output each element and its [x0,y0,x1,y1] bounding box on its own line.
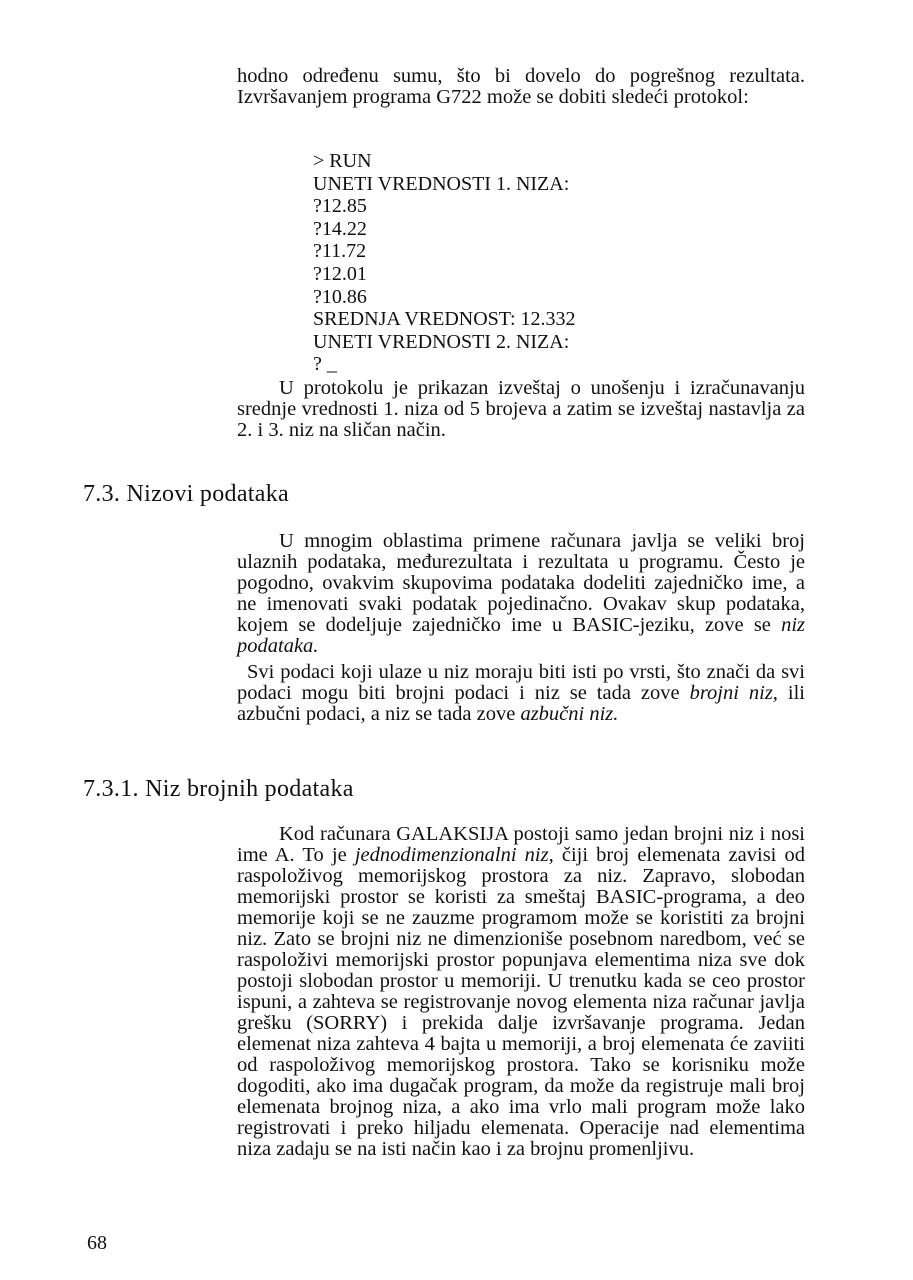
section-heading-7-3: 7.3. Nizovi podataka [83,481,289,507]
protocol-line: ?11.72 [313,240,367,263]
protocol-line: SREDNJA VREDNOST: 12.332 [313,308,576,331]
section-7-3-body [237,531,805,725]
protocol-note-paragraph: U protokolu je prikazan izveštaj o unošenju i izračunavanju srednje vrednosti 1. niza od 5 brojeva a zatim se izveštaj nastavlja za 2. i 3. niz na sličan način. [237,377,805,441]
protocol-line: UNETI VREDNOSTI 1. NIZA: [313,172,570,195]
page-number: 68 [87,1232,107,1254]
intro-paragraph: hodno određenu sumu, što bi dovelo do pogrešnog rezultata. Izvršavanjem programa G722 može se dobiti sledeći protokol: [237,65,805,108]
section-heading-7-3-1: 7.3.1. Niz brojnih podataka [83,776,354,802]
emphasis-term: brojni niz, [689,682,778,704]
section-7-3-paragraph-2: Svi podaci koji ulaze u niz moraju biti isti po vrsti, što znači da svi podaci mogu biti brojni podaci i niz se tada zove brojni niz, ili azbučni podaci, a niz se tada zove azbučni niz. [237,661,805,725]
emphasis-term: niz podataka. [237,614,805,657]
emphasis-term: jednodimenzionalni niz, [354,844,554,866]
program-protocol [313,150,576,376]
protocol-line: ?12.01 [313,262,367,285]
protocol-line: ?14.22 [313,217,367,240]
protocol-line: ? _ [313,353,337,376]
protocol-line: ?10.86 [313,285,367,308]
protocol-line: > RUN [313,150,372,172]
protocol-line: UNETI VREDNOSTI 2. NIZA: [313,330,570,353]
section-7-3-1-paragraph: Kod računara GALAKSIJA postoji samo jedan brojni niz i nosi ime A. To je jednodimenzionalni niz, čiji broj elemenata zavisi od raspoloživog memorijskog prostora za niz. Zapravo, slobodan memorijski prostor se koristi za smeštaj BASIC-programa, a deo memorije koji se ne zauzme programom može se koristiti za brojni niz. Zato se brojni niz ne dimenzioniše posebnom naredbom, već se raspoloživi memorijski prostor popunjava elementima niza sve dok postoji slobodan prostor u memoriji. U trenutku kada se ceo prostor ispuni, a zahteva se registrovanje novog elementa niza računar javlja grešku (SORRY) i prekida dalje izvršavanje programa. Jedan elemenat niza zahteva 4 bajta u memoriji, a broj elemenata će zaviiti od raspoloživog memorijskog prostora. Tako se korisniku može dogoditi, ako ima dugačak program, da može da registruje mali broj elemenata brojnog niza, a ako ima vrlo mali program može lako registrovati i preko hiljadu elemenata. Operacije nad elementima niza zadaju se na isti način kao i za brojnu promenljivu. [237,823,805,1160]
protocol-line: ?12.85 [313,195,367,218]
emphasis-term: azbučni niz. [520,703,619,725]
section-7-3-paragraph-1: U mnogim oblastima primene računara javlja se veliki broj ulaznih podataka, međurezultata i rezultata u programu. Često je pogodno, ovakvim skupovima podataka dodeliti zajedničko ime, a ne imenovati svaki podatak pojedinačno. Ovakav skup podataka, kojem se dodeljuje zajedničko ime u BASIC-jeziku, zove se niz podataka. [237,530,805,657]
